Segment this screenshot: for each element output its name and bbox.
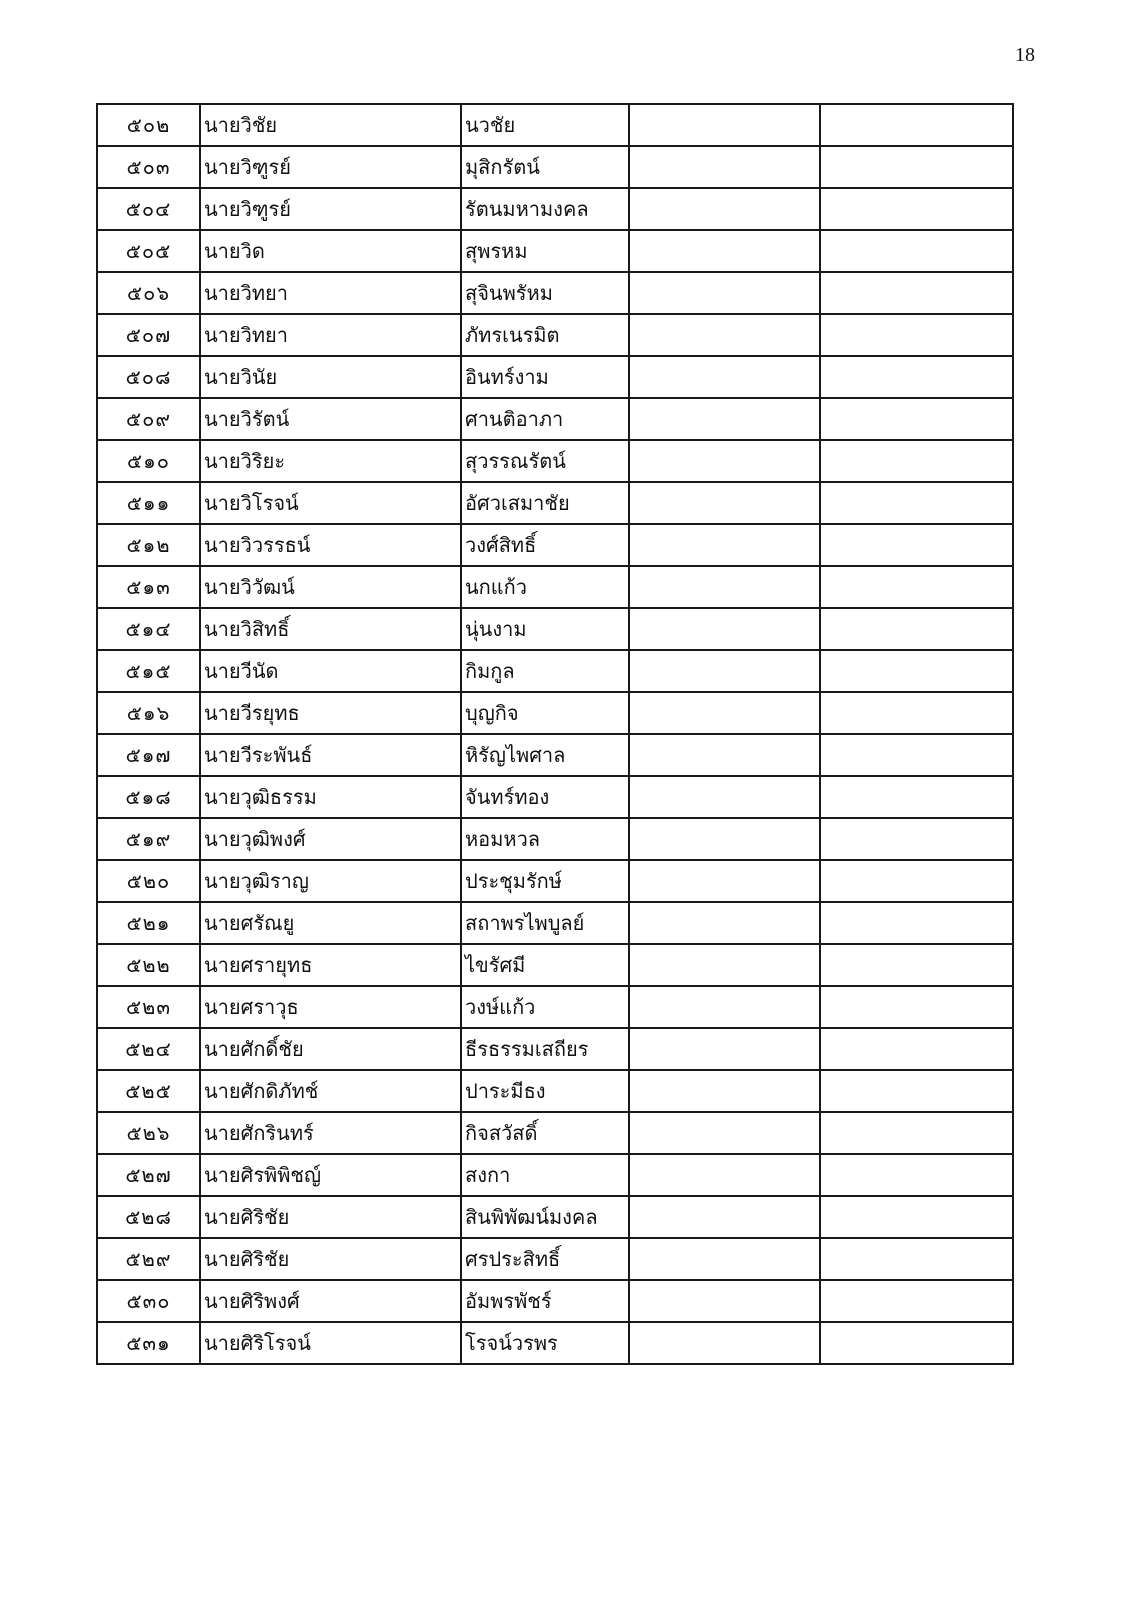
first-name-cell: นายวุฒิราญ bbox=[200, 860, 461, 902]
table-row bbox=[97, 944, 1013, 986]
row-number: ๕๑๓ bbox=[97, 566, 200, 608]
table-row bbox=[97, 398, 1013, 440]
last-name-cell: วงษ์แก้ว bbox=[461, 986, 629, 1028]
table-row bbox=[97, 1238, 1013, 1280]
row-number: ๕๑๙ bbox=[97, 818, 200, 860]
first-name-cell: นายวีระพันธ์ bbox=[200, 734, 461, 776]
first-name-cell: นายวิทยา bbox=[200, 272, 461, 314]
blank-cell-2 bbox=[820, 188, 1013, 230]
row-number: ๕๑๐ bbox=[97, 440, 200, 482]
last-name-cell: กิมกูล bbox=[461, 650, 629, 692]
blank-cell-2 bbox=[820, 902, 1013, 944]
table-row bbox=[97, 1112, 1013, 1154]
blank-cell-2 bbox=[820, 818, 1013, 860]
row-number: ๕๒๑ bbox=[97, 902, 200, 944]
first-name-cell: นายวิทยา bbox=[200, 314, 461, 356]
table-row bbox=[97, 734, 1013, 776]
first-name-cell: นายศิรพิพิชญ์ bbox=[200, 1154, 461, 1196]
blank-cell-1 bbox=[629, 1028, 820, 1070]
blank-cell-1 bbox=[629, 356, 820, 398]
blank-cell-2 bbox=[820, 230, 1013, 272]
blank-cell-2 bbox=[820, 1070, 1013, 1112]
blank-cell-1 bbox=[629, 734, 820, 776]
table-row bbox=[97, 860, 1013, 902]
last-name-cell: มุสิกรัตน์ bbox=[461, 146, 629, 188]
table-row bbox=[97, 818, 1013, 860]
blank-cell-2 bbox=[820, 776, 1013, 818]
row-number: ๕๑๒ bbox=[97, 524, 200, 566]
first-name-cell: นายวิวรรธน์ bbox=[200, 524, 461, 566]
blank-cell-1 bbox=[629, 986, 820, 1028]
last-name-cell: ปาระมีธง bbox=[461, 1070, 629, 1112]
row-number: ๕๒๓ bbox=[97, 986, 200, 1028]
table-row bbox=[97, 692, 1013, 734]
last-name-cell: นุ่นงาม bbox=[461, 608, 629, 650]
first-name-cell: นายศราวุธ bbox=[200, 986, 461, 1028]
table-row bbox=[97, 1280, 1013, 1322]
last-name-cell: ศานติอาภา bbox=[461, 398, 629, 440]
blank-cell-1 bbox=[629, 188, 820, 230]
first-name-cell: นายวิด bbox=[200, 230, 461, 272]
first-name-cell: นายวิชัย bbox=[200, 104, 461, 146]
last-name-cell: กิจสวัสดิ์ bbox=[461, 1112, 629, 1154]
blank-cell-1 bbox=[629, 524, 820, 566]
row-number: ๕๐๕ bbox=[97, 230, 200, 272]
roster-body bbox=[97, 104, 1013, 1364]
table-row bbox=[97, 1154, 1013, 1196]
blank-cell-2 bbox=[820, 860, 1013, 902]
blank-cell-2 bbox=[820, 356, 1013, 398]
blank-cell-1 bbox=[629, 1112, 820, 1154]
blank-cell-2 bbox=[820, 692, 1013, 734]
table-row bbox=[97, 902, 1013, 944]
first-name-cell: นายวุฒิธรรม bbox=[200, 776, 461, 818]
first-name-cell: นายศิริชัย bbox=[200, 1196, 461, 1238]
table-row bbox=[97, 608, 1013, 650]
blank-cell-1 bbox=[629, 818, 820, 860]
blank-cell-1 bbox=[629, 566, 820, 608]
last-name-cell: รัตนมหามงคล bbox=[461, 188, 629, 230]
table-row bbox=[97, 146, 1013, 188]
last-name-cell: สถาพรไพบูลย์ bbox=[461, 902, 629, 944]
last-name-cell: นวชัย bbox=[461, 104, 629, 146]
blank-cell-1 bbox=[629, 1238, 820, 1280]
last-name-cell: อินทร์งาม bbox=[461, 356, 629, 398]
row-number: ๕๐๗ bbox=[97, 314, 200, 356]
first-name-cell: นายศักดิภัทช์ bbox=[200, 1070, 461, 1112]
last-name-cell: หอมหวล bbox=[461, 818, 629, 860]
name-roster-table bbox=[96, 103, 1014, 1365]
row-number: ๕๐๙ bbox=[97, 398, 200, 440]
first-name-cell: นายศิริชัย bbox=[200, 1238, 461, 1280]
first-name-cell: นายวุฒิพงศ์ bbox=[200, 818, 461, 860]
blank-cell-2 bbox=[820, 608, 1013, 650]
first-name-cell: นายศรายุทธ bbox=[200, 944, 461, 986]
first-name-cell: นายวิฑูรย์ bbox=[200, 188, 461, 230]
last-name-cell: สินพิพัฒน์มงคล bbox=[461, 1196, 629, 1238]
last-name-cell: ธีรธรรมเสถียร bbox=[461, 1028, 629, 1070]
blank-cell-1 bbox=[629, 314, 820, 356]
row-number: ๕๒๔ bbox=[97, 1028, 200, 1070]
table-row bbox=[97, 314, 1013, 356]
row-number: ๕๑๘ bbox=[97, 776, 200, 818]
last-name-cell: สุพรหม bbox=[461, 230, 629, 272]
last-name-cell: โรจน์วรพร bbox=[461, 1322, 629, 1364]
blank-cell-1 bbox=[629, 398, 820, 440]
blank-cell-2 bbox=[820, 1322, 1013, 1364]
first-name-cell: นายศรัณยู bbox=[200, 902, 461, 944]
blank-cell-2 bbox=[820, 1154, 1013, 1196]
blank-cell-1 bbox=[629, 1322, 820, 1364]
first-name-cell: นายวีนัด bbox=[200, 650, 461, 692]
table-row bbox=[97, 440, 1013, 482]
row-number: ๕๒๗ bbox=[97, 1154, 200, 1196]
first-name-cell: นายวีรยุทธ bbox=[200, 692, 461, 734]
blank-cell-1 bbox=[629, 692, 820, 734]
row-number: ๕๑๑ bbox=[97, 482, 200, 524]
row-number: ๕๐๒ bbox=[97, 104, 200, 146]
first-name-cell: นายศักดิ์ชัย bbox=[200, 1028, 461, 1070]
blank-cell-2 bbox=[820, 1238, 1013, 1280]
blank-cell-1 bbox=[629, 860, 820, 902]
blank-cell-2 bbox=[820, 440, 1013, 482]
row-number: ๕๒๐ bbox=[97, 860, 200, 902]
last-name-cell: ประชุมรักษ์ bbox=[461, 860, 629, 902]
blank-cell-1 bbox=[629, 482, 820, 524]
table-row bbox=[97, 566, 1013, 608]
blank-cell-1 bbox=[629, 1196, 820, 1238]
blank-cell-2 bbox=[820, 944, 1013, 986]
last-name-cell: ศรประสิทธิ์ bbox=[461, 1238, 629, 1280]
blank-cell-1 bbox=[629, 440, 820, 482]
blank-cell-2 bbox=[820, 566, 1013, 608]
last-name-cell: สุวรรณรัตน์ bbox=[461, 440, 629, 482]
blank-cell-2 bbox=[820, 314, 1013, 356]
first-name-cell: นายวิริยะ bbox=[200, 440, 461, 482]
row-number: ๕๓๐ bbox=[97, 1280, 200, 1322]
last-name-cell: จันทร์ทอง bbox=[461, 776, 629, 818]
blank-cell-1 bbox=[629, 272, 820, 314]
last-name-cell: หิรัญไพศาล bbox=[461, 734, 629, 776]
blank-cell-2 bbox=[820, 650, 1013, 692]
blank-cell-2 bbox=[820, 146, 1013, 188]
blank-cell-1 bbox=[629, 776, 820, 818]
table-row bbox=[97, 482, 1013, 524]
last-name-cell: อัมพรพัชร์ bbox=[461, 1280, 629, 1322]
table-row bbox=[97, 776, 1013, 818]
first-name-cell: นายวิสิทธิ์ bbox=[200, 608, 461, 650]
row-number: ๕๐๘ bbox=[97, 356, 200, 398]
row-number: ๕๒๖ bbox=[97, 1112, 200, 1154]
first-name-cell: นายศักรินทร์ bbox=[200, 1112, 461, 1154]
last-name-cell: นกแก้ว bbox=[461, 566, 629, 608]
blank-cell-1 bbox=[629, 104, 820, 146]
page-number: 18 bbox=[1015, 44, 1035, 66]
table-row bbox=[97, 104, 1013, 146]
blank-cell-1 bbox=[629, 1070, 820, 1112]
table-row bbox=[97, 1070, 1013, 1112]
blank-cell-1 bbox=[629, 1280, 820, 1322]
row-number: ๕๑๕ bbox=[97, 650, 200, 692]
blank-cell-1 bbox=[629, 230, 820, 272]
table-row bbox=[97, 524, 1013, 566]
last-name-cell: ไขรัศมี bbox=[461, 944, 629, 986]
row-number: ๕๒๕ bbox=[97, 1070, 200, 1112]
row-number: ๕๒๙ bbox=[97, 1238, 200, 1280]
first-name-cell: นายวิฑูรย์ bbox=[200, 146, 461, 188]
table-row bbox=[97, 356, 1013, 398]
table-row bbox=[97, 1322, 1013, 1364]
table-row bbox=[97, 272, 1013, 314]
first-name-cell: นายวิวัฒน์ bbox=[200, 566, 461, 608]
blank-cell-2 bbox=[820, 1196, 1013, 1238]
blank-cell-1 bbox=[629, 650, 820, 692]
first-name-cell: นายวิโรจน์ bbox=[200, 482, 461, 524]
blank-cell-2 bbox=[820, 398, 1013, 440]
table-row bbox=[97, 230, 1013, 272]
row-number: ๕๐๖ bbox=[97, 272, 200, 314]
blank-cell-1 bbox=[629, 902, 820, 944]
blank-cell-1 bbox=[629, 944, 820, 986]
row-number: ๕๑๗ bbox=[97, 734, 200, 776]
table-row bbox=[97, 650, 1013, 692]
table-row bbox=[97, 188, 1013, 230]
last-name-cell: สงกา bbox=[461, 1154, 629, 1196]
row-number: ๕๑๔ bbox=[97, 608, 200, 650]
table-row bbox=[97, 1196, 1013, 1238]
row-number: ๕๐๓ bbox=[97, 146, 200, 188]
blank-cell-2 bbox=[820, 986, 1013, 1028]
row-number: ๕๒๒ bbox=[97, 944, 200, 986]
blank-cell-2 bbox=[820, 272, 1013, 314]
blank-cell-1 bbox=[629, 608, 820, 650]
first-name-cell: นายวิรัตน์ bbox=[200, 398, 461, 440]
blank-cell-2 bbox=[820, 482, 1013, 524]
first-name-cell: นายศิริโรจน์ bbox=[200, 1322, 461, 1364]
row-number: ๕๒๘ bbox=[97, 1196, 200, 1238]
blank-cell-2 bbox=[820, 104, 1013, 146]
blank-cell-2 bbox=[820, 1280, 1013, 1322]
blank-cell-2 bbox=[820, 1028, 1013, 1070]
blank-cell-2 bbox=[820, 1112, 1013, 1154]
table-row bbox=[97, 1028, 1013, 1070]
row-number: ๕๓๑ bbox=[97, 1322, 200, 1364]
last-name-cell: อัศวเสมาชัย bbox=[461, 482, 629, 524]
last-name-cell: วงศ์สิทธิ์ bbox=[461, 524, 629, 566]
blank-cell-2 bbox=[820, 524, 1013, 566]
blank-cell-2 bbox=[820, 734, 1013, 776]
last-name-cell: ภัทรเนรมิต bbox=[461, 314, 629, 356]
last-name-cell: บุญกิจ bbox=[461, 692, 629, 734]
first-name-cell: นายวินัย bbox=[200, 356, 461, 398]
row-number: ๕๐๔ bbox=[97, 188, 200, 230]
blank-cell-1 bbox=[629, 1154, 820, 1196]
first-name-cell: นายศิริพงศ์ bbox=[200, 1280, 461, 1322]
blank-cell-1 bbox=[629, 146, 820, 188]
last-name-cell: สุจินพรัหม bbox=[461, 272, 629, 314]
table-row bbox=[97, 986, 1013, 1028]
row-number: ๕๑๖ bbox=[97, 692, 200, 734]
